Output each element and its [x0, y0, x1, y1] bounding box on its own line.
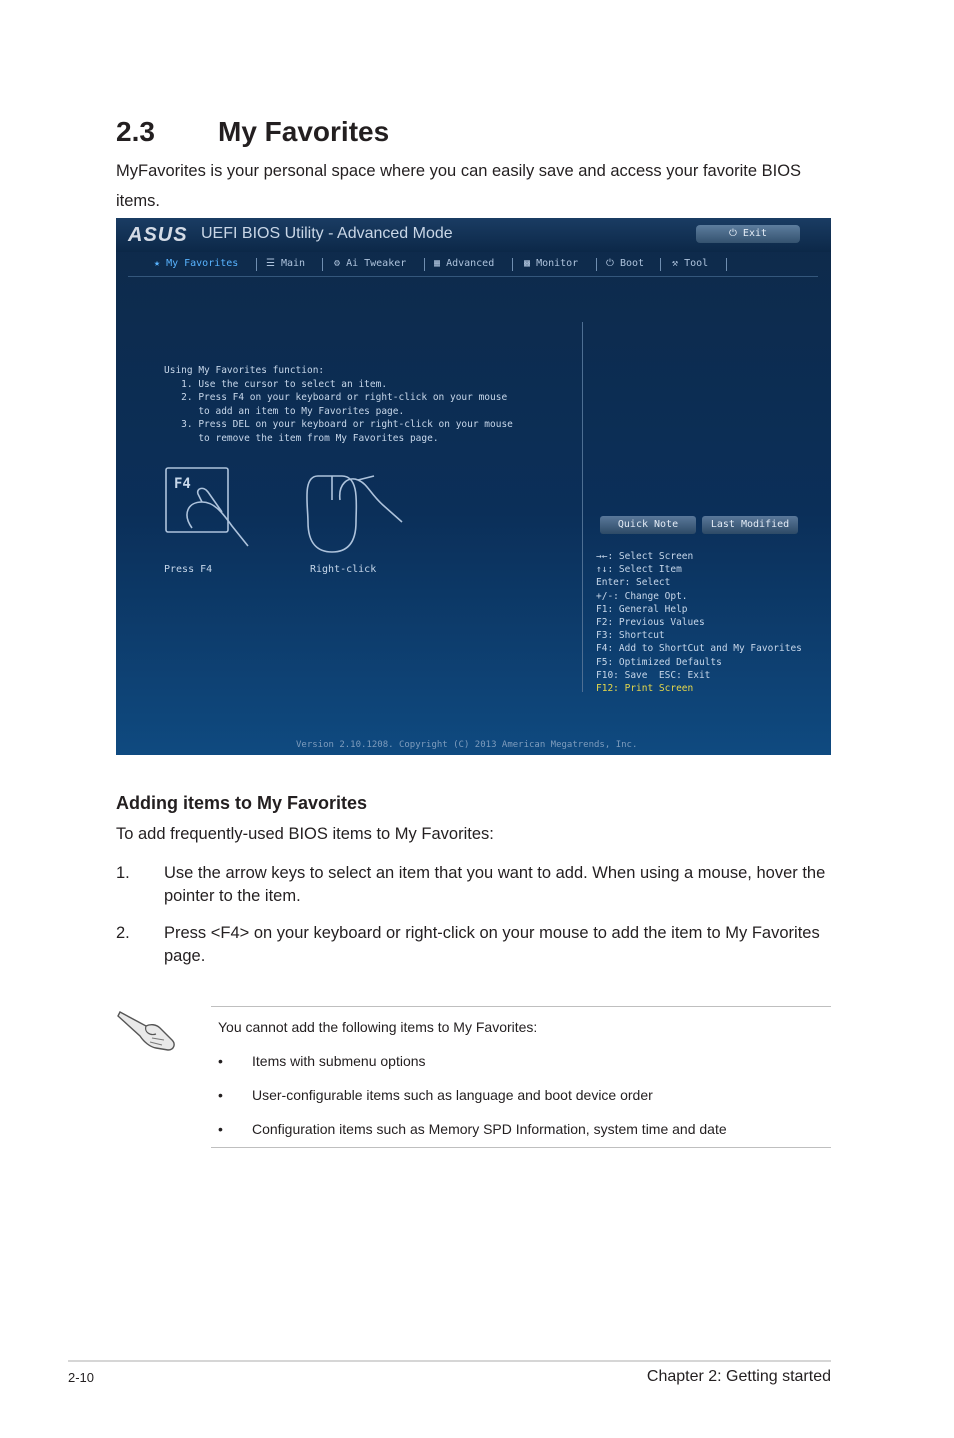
hand-pointing-icon — [116, 1004, 178, 1054]
step-text: Press <F4> on your keyboard or right-click on your mouse to add the item to My Favorites page. — [164, 924, 820, 965]
nav-separator — [596, 258, 597, 271]
step-number: 1. — [116, 864, 130, 882]
list-icon: ☰ — [266, 258, 275, 269]
bios-nav-bar — [128, 254, 818, 277]
bios-title: UEFI BIOS Utility - Advanced Mode — [201, 225, 453, 242]
instruction-line: 1. Use the cursor to select an item. — [164, 378, 388, 390]
nav-separator — [322, 258, 323, 271]
tab-monitor[interactable]: ▩ Monitor — [524, 258, 579, 269]
instruction-line: to add an item to My Favorites page. — [164, 405, 405, 417]
nav-separator — [726, 258, 727, 271]
nav-separator — [660, 258, 661, 271]
section-heading — [116, 116, 389, 148]
quick-note-button[interactable]: Quick Note — [600, 516, 696, 534]
tab-my-favorites[interactable]: ★ My Favorites — [154, 258, 239, 269]
exit-button[interactable]: ⏻ Exit — [696, 225, 800, 243]
key-legend-line: ↑↓: Select Item — [596, 564, 682, 576]
page-number: 2-10 — [68, 1370, 95, 1385]
f4-and-mouse-illustration — [162, 466, 422, 562]
step-item — [116, 922, 836, 970]
star-icon: ★ — [154, 258, 161, 269]
subheading: Adding items to My Favorites — [116, 793, 368, 813]
note-box — [211, 1006, 831, 1148]
tab-main[interactable]: ☰ Main — [266, 258, 306, 269]
right-click-label: Right-click — [310, 564, 377, 575]
instruction-line: 2. Press F4 on your keyboard or right-click on your mouse — [164, 392, 508, 403]
tab-boot[interactable]: ⏻ Boot — [606, 258, 645, 269]
monitor-icon: ▩ — [524, 258, 531, 269]
f4-key-label: F4 — [174, 476, 191, 492]
advanced-icon: ▦ — [434, 258, 441, 269]
press-f4-label: Press F4 — [164, 564, 213, 575]
section-number: 2.3 — [116, 116, 155, 147]
key-legend-line: F2: Previous Values — [596, 617, 705, 629]
step-number: 2. — [116, 924, 130, 942]
key-legend-line: F3: Shortcut — [596, 630, 665, 642]
bios-screenshot — [116, 218, 831, 755]
section-title: My Favorites — [218, 116, 390, 147]
tab-tool[interactable]: ⚒ Tool — [672, 258, 709, 269]
note-item-text: Items with submenu options — [252, 1053, 426, 1069]
note-lead: You cannot add the following items to My Favorites: — [218, 1019, 538, 1035]
lead-paragraph: To add frequently-used BIOS items to My Favorites: — [116, 825, 494, 843]
instruction-line: to remove the item from My Favorites page. — [164, 432, 439, 444]
intro-paragraph: MyFavorites is your personal space where you can easily save and access your favorite BIOS items. — [116, 162, 802, 210]
tab-advanced[interactable]: ▦ Advanced — [434, 258, 495, 269]
mouse-icon — [307, 476, 402, 552]
panel-divider — [582, 322, 583, 692]
tweaker-icon: ⚙ — [334, 258, 341, 269]
bios-version: Version 2.10.1208. Copyright (C) 2013 American Megatrends, Inc. — [296, 740, 638, 750]
instruction-line: Using My Favorites function: — [164, 365, 325, 376]
key-legend — [596, 550, 802, 682]
nav-separator — [512, 258, 513, 271]
print-screen-key: F12: Print Screen — [596, 683, 694, 694]
exit-label: Exit — [742, 228, 768, 239]
bullet: • — [218, 1053, 223, 1069]
key-legend-line: +/-: Change Opt. — [596, 590, 688, 602]
key-legend-line: F10: Save ESC: Exit — [596, 669, 711, 681]
key-legend-line: F1: General Help — [596, 603, 688, 615]
asus-logo: ASUS — [128, 224, 188, 246]
key-legend-line: →←: Select Screen — [596, 551, 694, 562]
nav-separator — [256, 258, 257, 271]
note-item-text: User-configurable items such as language and boot device order — [252, 1087, 653, 1103]
tab-ai-tweaker[interactable]: ⚙ Ai Tweaker — [334, 258, 407, 269]
key-legend-line: F5: Optimized Defaults — [596, 656, 722, 668]
instruction-line: 3. Press DEL on your keyboard or right-click on your mouse — [164, 419, 513, 430]
tool-icon: ⚒ — [672, 258, 679, 269]
step-item — [116, 862, 836, 910]
footer-divider — [68, 1360, 831, 1362]
nav-separator — [424, 258, 425, 271]
key-legend-line: F4: Add to ShortCut and My Favorites — [596, 643, 802, 655]
bullet: • — [218, 1121, 223, 1137]
instructions-block — [164, 364, 513, 445]
bullet: • — [218, 1087, 223, 1103]
power-icon: ⏻ — [606, 258, 614, 269]
step-text: Use the arrow keys to select an item that you want to add. When using a mouse, hover the pointer to the item. — [164, 864, 826, 905]
key-legend-line: Enter: Select — [596, 577, 671, 589]
last-modified-button[interactable]: Last Modified — [702, 516, 798, 534]
chapter-title: Chapter 2: Getting started — [646, 1368, 831, 1385]
note-item-text: Configuration items such as Memory SPD Information, system time and date — [252, 1121, 727, 1137]
